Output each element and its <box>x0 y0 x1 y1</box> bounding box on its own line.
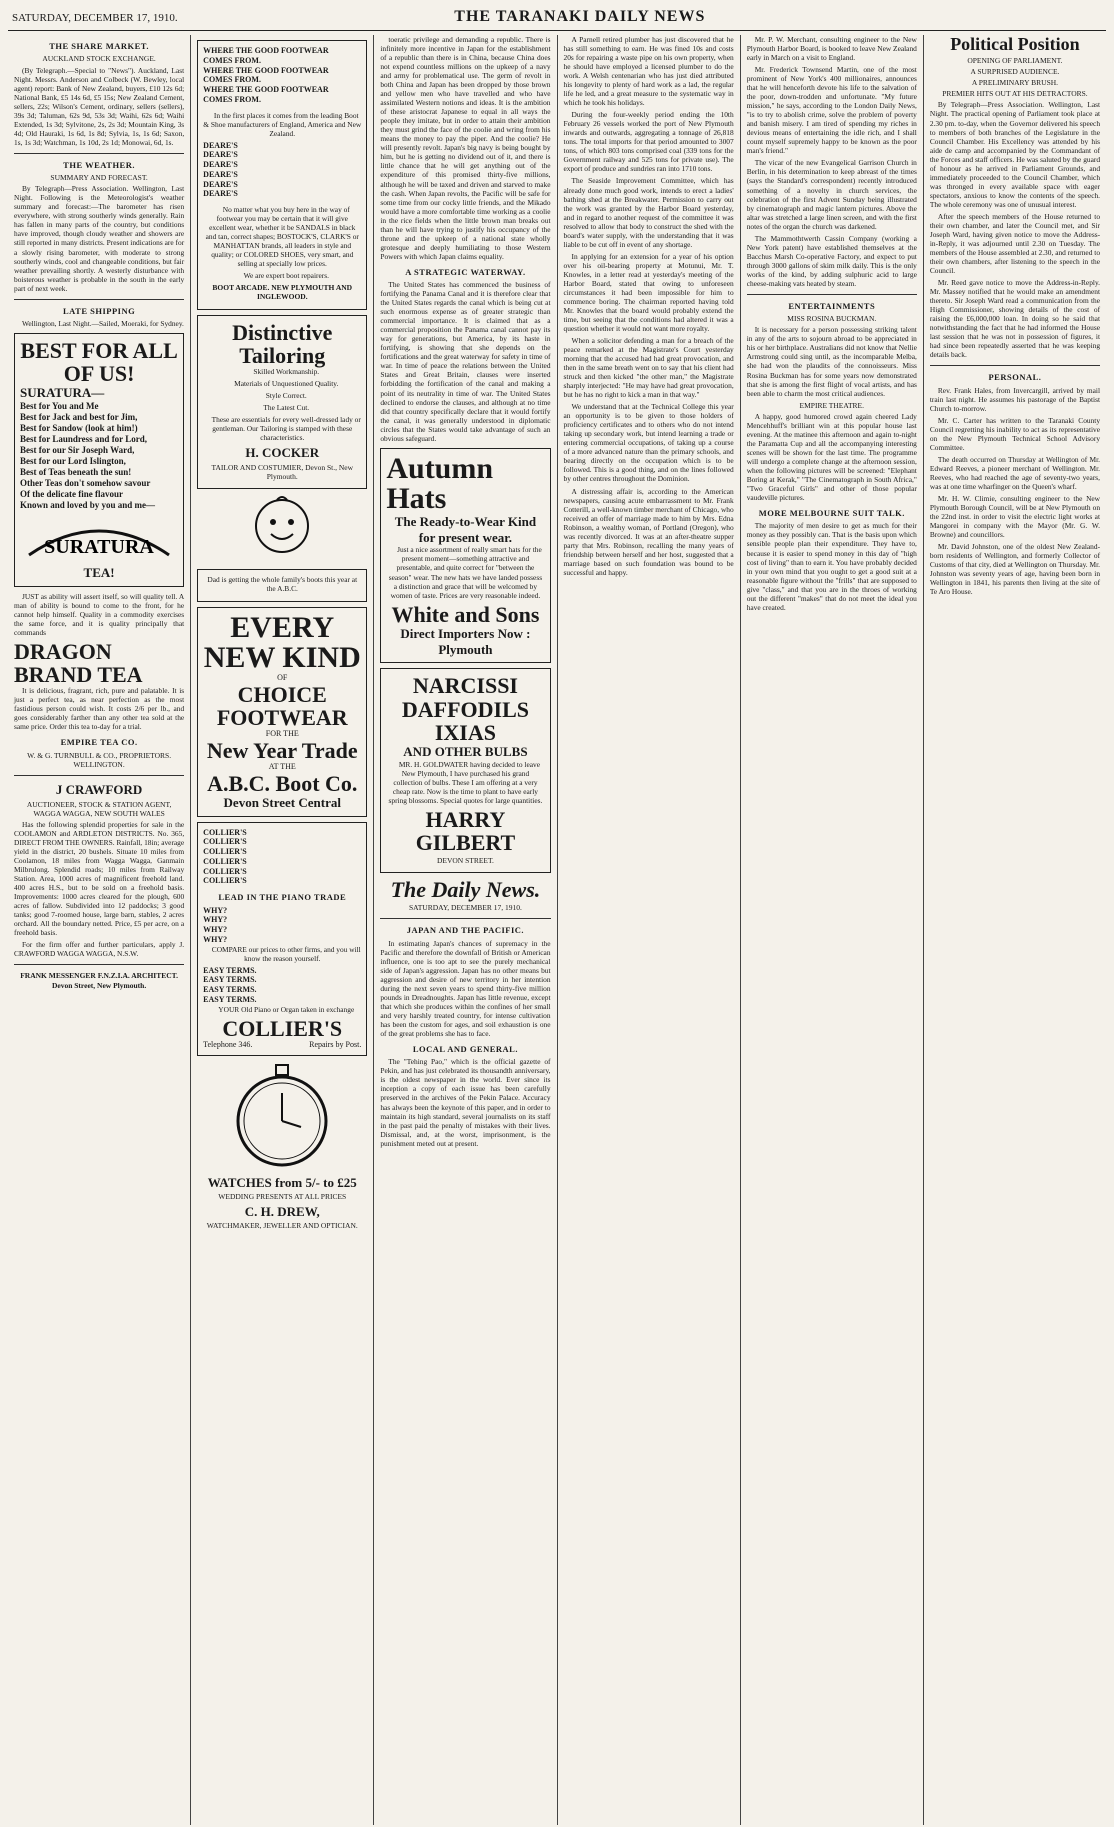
daily-news-nameplate: The Daily News. <box>390 877 541 903</box>
shipping-heading: LATE SHIPPING <box>62 305 136 316</box>
of-label: OF <box>277 673 288 683</box>
cocker-heading: H. COCKER <box>245 445 320 461</box>
footwear-line: WHERE THE GOOD FOOTWEAR <box>203 46 329 55</box>
abc-address: Devon Street Central <box>223 794 341 810</box>
rosina-heading: MISS ROSINA BUCKMAN. <box>787 314 877 324</box>
new-year-trade: New Year Trade <box>206 737 358 763</box>
telephone-number: Telephone 346. <box>203 1039 253 1049</box>
autumn-hats-sub: The Ready-to-Wear Kind for present wear. <box>394 513 537 545</box>
poem-line: Known and loved by you and me— <box>20 499 156 510</box>
empire-tea-sub: W. & G. TURNBULL & CO., PROPRIETORS. WELLINGTON. <box>27 750 172 769</box>
political-subheading: A PRELIMINARY BRUSH. <box>971 78 1059 88</box>
footwear-line: WHERE THE GOOD FOOTWEAR <box>203 65 329 75</box>
poem-line: Best for Sandow (look at him!) <box>20 423 138 434</box>
political-subheading: OPENING OF PARLIAMENT. <box>967 55 1063 65</box>
column-4 <box>558 35 741 1825</box>
crawford-sub: AUCTIONEER, STOCK & STATION AGENT, WAGGA WAGGA, NEW SOUTH WALES <box>26 799 172 818</box>
white-sons-heading: White and Sons <box>391 601 540 627</box>
easy-terms-line: EASY TERMS. <box>203 985 257 995</box>
tailoring-ad <box>197 315 367 490</box>
collier-line: COLLIER'S <box>203 847 247 857</box>
collier-line: COLLIER'S <box>203 856 247 866</box>
weather-subheading: SUMMARY AND FORECAST. <box>50 173 148 183</box>
tailoring-text: These are essentials for every well-dressed lady or gentleman. Our Tailoring is stamped with these characteristics. <box>211 414 361 442</box>
crawford-footer: For the firm offer and further particulars, apply J. CRAWFORD WAGGA WAGGA, N.S.W. <box>14 940 185 959</box>
local-item: A distressing affair is, according to the American newspapers, causing acute embarrassment to Mr. Frank Cotterill, a well-known timber merchant of Chicago, who received an offer of marriage made to him by Mrs. Edna Robinson, a wealthy woman, of Portland (Oregon), who was recently divorced. It was at an after-theatre supper party that Mrs. Robinson, recalling the many years of friendship between herself and her host, suggested that a marriage based on such foundation was bound to be successful and happy. <box>563 486 734 577</box>
cocker-sub: TAILOR AND COSTUMIER, Devon St., New Plymouth. <box>211 462 353 482</box>
pocket-watch-icon <box>227 1061 337 1171</box>
deares-line: DEARE'S <box>203 140 238 150</box>
waterway-text: The United States has commenced the business of fortifying the Panama Canal and it is therefore clear that the United States regards the canal which is being cut at such enormous expense as of greater strategic than commercial importance. It is claimed that as a commercial proposition the Panama canal cannot pay its way for generations, but America, by its haste in fortifying, is showing that she depends on the fortifications and the great waterway for safety in time of war. In time of peace the relations between the United States and Great Britain, clauses were inserted forbidding the fortification of the canal and making a point of its neutrality in time of war. The United States declined to endorse the clauses, and although at no time did that country specifically declare that it would fortify the canal, it was generally understood in diplomatic circles that the States would take advantage of such an obvious safeguard. <box>380 280 551 443</box>
why-line: WHY? <box>203 915 228 925</box>
japan-heading: JAPAN AND THE PACIFIC. <box>406 925 525 936</box>
local-item: Mr. Frederick Townsend Martin, one of the most prominent of New York's 400 millionaires, announces that he will henceforth devote his life to the salvation of the poor, down-trodden and unfortunate. "My future mission," he says, according to the London Daily News, "is to try to abolish crime, solve the problem of poverty and banish misery. I am tired of spending my riches in devious means of entertaining the idle rich, and I shall count myself supremely happy to be known as the poor man's friend." <box>746 65 917 156</box>
local-item: Mr. P. W. Merchant, consulting engineer to the New Plymouth Harbor Board, is booked to leave New Zealand early in March on a visit to England. <box>746 35 917 63</box>
bulbs-ad <box>380 668 550 873</box>
personal-item: Mr. David Johnston, one of the oldest New Zealand-born residents of Wellington, and formerly Collector of Customs of that city, died at Wellington on Thursday. Mr. Johnston was seventy years of age, having been born in Wellington in 1841, his parents then living at the site of Te Aro House. <box>929 542 1101 597</box>
suratura-poem <box>20 401 178 511</box>
column-2 <box>191 35 374 1825</box>
local-heading: LOCAL AND GENERAL. <box>412 1043 518 1054</box>
why-line: WHY? <box>203 905 228 915</box>
political-text: By Telegraph—Press Association. Wellington, Last Night. The practical opening of Parliament took place at 2.30 pm. to-day, when the Governor delivered his speech to members of both branches of the Legislature in the Council Chamber. His Excellency was attended by his aide de camp and accompanied by the Commandant of the Forces and staff officers. He was saluted by the guard of honour as he arrived in Parliament Grounds, and immediately proceeded to the Council Chamber, which was thronged in every available space with eager spectators, anxious to know the contents of the speech. The whole ceremony was one of unusual interest. <box>929 100 1101 209</box>
collier-ad <box>197 822 367 1056</box>
easy-terms-line: EASY TERMS. <box>203 965 257 975</box>
local-item: The Seaside Improvement Committee, which has already done much good work, intends to erect a ladies' bathing shed at the Breakwater. Permission to carry out the work was granted by the Harbor Board yesterday, and in regard to another request of the committee it was resolved to allow that body to construct the shed with the board's water supply, with the understanding that it was liable to be cut off in event of any shortage. <box>563 176 734 249</box>
political-text-2: After the speech members of the House returned to their own chamber, and later the Council met, and Sir Joseph Ward, having given notice to move the Address-in-Reply, it was adjourned until 2.30 on Tuesday. The members of the House assembled at 2.30, and returned to their own chambers, after listening to the speech in the Council. <box>929 211 1101 276</box>
suit-talk-heading: MORE MELBOURNE SUIT TALK. <box>758 508 905 519</box>
easy-terms-line: EASY TERMS. <box>203 994 257 1004</box>
footwear-text: In the first places it comes from the leading Boot & Shoe manufacturers of England, America and New Zealand. <box>203 110 362 138</box>
abc-boot-co: A.B.C. Boot Co. <box>207 770 358 796</box>
compare-text: COMPARE our prices to other firms, and you will know the reason yourself. <box>211 944 361 963</box>
footwear-ad <box>197 40 367 310</box>
drew-heading: C. H. DREW, <box>244 1203 320 1219</box>
for-the-label: FOR THE <box>265 729 299 739</box>
why-line: WHY? <box>203 934 228 944</box>
gilbert-heading: HARRY GILBERT <box>415 806 516 855</box>
newspaper-title: THE TARANAKI DAILY NEWS <box>454 8 706 25</box>
daily-news-date: SATURDAY, DECEMBER 17, 1910. <box>408 903 522 913</box>
local-item: During the four-weekly period ending the 10th February 26 vessels worked the port of New Plymouth inwards and outwards, aggregating a tonnage of 26,818 tons. The total imports for that period amounted to 3007 tons, of which 803 tons comprised coal (339 tons for the Government railway and 525 tons for private use). The export of produce and sundries ran into 1710 tons. <box>563 110 734 174</box>
deares-line: DEARE'S <box>203 179 238 189</box>
share-market-text: (By Telegraph.—Special to "News"). Auckland, Last Night. Messrs. Anderson and Colbeck (W. Bewley, local agent) report: Bank of New Zealand, buyers, £10 12s 6d; National Bank, £5 14s 6d, £5 15s; New Zealand Cement, sellers, 22s; Wilson's Cement, ordinary, sellers (sellers), 39s 3d; Taluman, 62s 9d, 53s 3d; Waihi, 62s 6d; Waihi Extended, 1s 3d; Sylvitone, 2s, 2s 3d; Mountain King, 3s 4d; Old Hauraki, 1s 6d, 1s 8d; Sylvia, 1s, 1s 6d; Saxon, 1s, 1s 3d; Watchman, 1s 10d, 2s 1d; Monowai, 6d, 1s. <box>14 65 185 147</box>
local-item: We understand that at the Technical College this year an opportunity is to be given to those holders of proficiency certificates and to others who do not intend taking up secondary work, but intend learning a trade or entering commercial occupations, of taking up a course of a more advanced nature than the primary schools, and bearing directly on the occupation which is to be followed. This is a good thing, and on the lines followed by other centres throughout the Dominion. <box>563 402 734 484</box>
repairs-note: Repairs by Post. <box>309 1039 362 1049</box>
crawford-heading: J CRAWFORD <box>55 781 143 797</box>
autumn-hats-heading: Autumn Hats <box>386 451 494 515</box>
suratura-tea: TEA! <box>83 564 115 580</box>
masthead <box>8 6 1106 31</box>
deares-line: DEARE'S <box>203 160 238 170</box>
poem-line: Best of Teas beneath the sun! <box>20 466 132 477</box>
easy-terms-line: EASY TERMS. <box>203 975 257 985</box>
shipping-text: Wellington, Last Night.—Sailed, Moeraki, for Sydney. <box>22 319 184 329</box>
abc-boot-ad <box>197 607 367 816</box>
autumn-hats-ad <box>380 448 550 664</box>
japan-text: In estimating Japan's chances of supremacy in the Pacific and therefore the downfall of British or American influence, one is too apt to see the purely mechanical side of Japan's aggression. Japan has no other means but aggression and desire of new territory in her intention during the next seven years to spend thirty-five million pounds in Dreadnoughts. Japan has little revenue, except that which she produces within the confines of her small and very harshly treated country, for intense cultivation has been the custom for ages, and soil exhaustion is one of the great problems she has to face. <box>380 938 551 1038</box>
footwear-line: COMES FROM. <box>203 94 261 104</box>
rosina-text: It is necessary for a person possessing striking talent in any of the arts to sojourn abroad to be appreciated in his or her birthplace. Australians did not know that Nellie Armstrong could sing until, as the incomparable Melba, she had won the plaudits of the connoisseurs. Miss Rosina Buckman has for some years now demonstrated that she is among the first flight of vocal artists, and has been able to charm the most critical audiences. <box>746 325 917 398</box>
crawford-text: Has the following splendid properties for sale in the COOLAMON and ARDLETON DISTRICTS. No. 365, DIRECT FROM THE OWNERS. Rainfall, 18in; average yield in the district, 20 bushels. Situate 10 miles from Coolamon, 18 miles from Wagga Wagga, Ganmain Milbrulong. Splendid roads; 10 miles from Railway Station. Area, 1000 acres of magnificent freehold land. 400 acres H.S., but to be sold on a freehold basis. Improvements: 1000 acres cleared for the plough, 600 acres of fallow. Subdivided into 12 paddocks; 3 good tanks; good 7-roomed house, large barn, stables, 2 acres orchard. All the boundary netted. Price, £5 per acre, on a freehold basis. <box>14 819 185 938</box>
share-market-subheading: AUCKLAND STOCK EXCHANGE. <box>42 54 156 64</box>
poem-line: Best for You and Me <box>20 401 99 412</box>
bulb-name: DAFFODILS <box>401 696 529 722</box>
bulb-name: NARCISSI <box>412 673 518 699</box>
tailoring-line: Skilled Workmanship. <box>253 366 320 376</box>
suratura-brand: SURATURA— <box>20 385 105 401</box>
article-continued: toeratic privilege and demanding a republic. There is infinitely more incentive in Japan for the establishment of a republic than there is in China, because China does not expend countless millions on the upkeep of a navy and army for problematical use. The germ of revolt in both China and Japan has been dropped by those brown and yellow men who have travelled and who have assimilated Western notions and ideas. It is the ambition of these aristocrat Japanese to equal in all ways the people they imitate, but in order to attain their ambition they must grind the face of the coolie and wring from his means the money to pay the piper. And the coolie? He will presently revolt. Japan's big navy is being bought by him, but he is getting no dividend out of it, and there is little chance that he will get anything out of the expenditure of this promised thirty-five millions, although he will be taxed and driven and starved to make the cash. When Japan revolts, the Pacific will be safe for some time from our cocky little friends, and the Mikado would have a more comfortable time working as a coolie in the rice fields when the little brown man breaks out than he will have trying to justify his occupancy of the throne and the upkeep of a national state wholly grotesque and deeply humiliating to those Western Powers with which Japan claims equality. <box>380 35 551 261</box>
white-sons-sub: Direct Importers Now : Plymouth <box>400 625 531 657</box>
goldwater-text: MR. H. GOLDWATER having decided to leave New Plymouth, I have purchased his grand collection of bulbs. These I am offering at a very cheap rate. Now is the time to plant to have early spring blossoms. Special quotes for large quantities. <box>388 759 543 805</box>
poem-line: Best for our Lord Islington, <box>20 455 126 466</box>
column-1 <box>8 35 191 1825</box>
deares-line: DEARE'S <box>203 189 238 199</box>
local-item: When a solicitor defending a man for a breach of the peace remarked at the Magistrate's Court yesterday morning that the accused had had great provocation, and then in the same breath went on to say that his client had struck and then kicked "the other man," the Magistrate sharply interjected: "He may have had great provocation, but he has no right to kick a man in that way." <box>563 336 734 400</box>
autumn-hats-text: Just a nice assortment of really smart hats for the present moment—something attractive and presentable, and quite correct for "between the season" wear. The new hats we have landed possess a distinction and grace that will be welcomed by women of taste. Prices are very reasonable indeed. <box>388 545 543 600</box>
local-item: The Mammothtwerth Cassin Company (working a New York patent) have established themselves at the Bacchus Marsh Co-operative Factory, and expect to put through 3000 gallons of skim milk daily. This is the only works of the kind, by adding sulphuric acid to large cheese-making vats heated by steam. <box>746 233 917 288</box>
share-market-heading: THE SHARE MARKET. <box>49 41 149 51</box>
column-3 <box>374 35 557 1825</box>
poem-line: Best for Jack and best for Jim, <box>20 412 138 423</box>
poem-line: Best for our Sir Joseph Ward, <box>20 444 135 455</box>
deares-line: DEARE'S <box>203 150 238 160</box>
why-line: WHY? <box>203 925 228 935</box>
tailoring-line: Materials of Unquestioned Quality. <box>234 378 339 388</box>
weather-heading: THE WEATHER. <box>63 159 135 170</box>
footwear-text-2: No matter what you buy here in the way of footwear you may be certain that it will give excellent wear, whether it be SANDALS in black and tan, correct shapes; BOSTOCK'S, CLARK'S or MANHATTAN brands, all leaders in style and quality; or COLORED SHOES, very smart, and selling at specially low prices. <box>205 205 359 269</box>
choice-footwear: CHOICE FOOTWEAR <box>216 681 348 731</box>
dragon-intro: JUST as ability will assert itself, so will quality tell. A man of ability is bound to come to the front, for he cannot help himself. Quality in a commodity exercises the same force, and it is quality principally that commands <box>14 591 185 637</box>
waterway-heading: A STRATEGIC WATERWAY. <box>405 266 526 277</box>
tailoring-line: The Latest Cut. <box>263 402 310 412</box>
dad-text: Dad is getting the whole family's boots this year at the A.B.C. <box>207 575 358 594</box>
piano-heading: LEAD IN THE PIANO TRADE <box>218 892 347 903</box>
poem-line: Other Teas don't somehow savour <box>20 477 151 488</box>
tailoring-heading: Distinctive Tailoring <box>232 319 333 368</box>
collier-line: COLLIER'S <box>203 866 247 876</box>
suratura-logo-text: SURATURA <box>44 535 154 558</box>
dad-box <box>197 569 367 602</box>
political-text-3: Mr. Reed gave notice to move the Address-in-Reply. Mr. Massey notified that he would make an amendment thereto. Sir Joseph Ward read a communication from the High Commissioner, showing details of the cost of raising the £6,000,000 loan. In doing so he said that notwithstanding the fact that he had informed the House last session that he was not in possession of figures, it had since been repeatedly asserted that he was keeping details back. <box>929 278 1101 360</box>
political-subheading: A SURPRISED AUDIENCE. <box>970 67 1060 77</box>
personal-item: Mr. C. Carter has written to the Taranaki County Council regretting his inability to act as its representative on the New Plymouth Technical School Advisory Committee. <box>929 415 1101 452</box>
local-item: The vicar of the new Evangelical Garrison Church in Berlin, in his determination to keep abreast of the times (says the Standard's correspondent) recently introduced something of a novelty in church services, the celebration of the first Advent Sunday being illustrated by cinematograph and magic lantern pictures. Above the altar was stretched a large linen screen, and with the first notes of the organ the church was darkened. <box>746 158 917 231</box>
dragon-text: It is delicious, fragrant, rich, pure and palatable. It is just a perfect tea, as near perfection as the most fastidious person could wish. It costs 2/6 per lb., and goes considerably farther than any other tea sold at the same price. Order this tea to-day for a trial. <box>14 685 185 732</box>
suratura-ad <box>14 333 184 587</box>
issue-date: SATURDAY, DECEMBER 17, 1910. <box>12 12 178 24</box>
local-text: The "Tehing Pao," which is the official gazette of Pekin, and has just celebrated its thousandth anniversary, is the oldest newspaper in the world. Ever since its inception a copy of each issue has been carefully preserved in the archives of the Pekin Palace. Accuracy has always been the keynote of this paper, and in order to maintain its high standard, several journalists on its staff in the past paid the penalty of mistakes with their lives. Dismissal, and, at the worst, imprisonment, is the punishment meted out at present. <box>380 1057 551 1148</box>
personal-item: The death occurred on Thursday at Wellington of Mr. Edward Reeves, a pioneer merchant of Wellington. Mr. Reeves, who had reached the age of seventy-two years, was at one time wharfinger on the Queen's wharf. <box>929 454 1101 491</box>
poem-line: Best for Laundress and for Lord, <box>20 434 148 444</box>
gilbert-sub: DEVON STREET. <box>436 855 494 865</box>
suit-talk-text: The majority of men desire to get as much for their money as they possibly can. That is the basis upon which sensible people plan their expenditure. They have to, because it is easier to spend money in this day of "high cost of living" than to earn it. You have probably decided in your own mind that you ought to get a good suit at a reasonable figure without the "frills" that are supposed to give "class," and that you are in the throes of working out the different "makes" that do not meet the ideal you have created. <box>746 521 917 612</box>
political-heading: Political Position <box>950 35 1080 54</box>
tailoring-line: Style Correct. <box>265 390 307 400</box>
column-5 <box>741 35 924 1825</box>
boot-arcade: BOOT ARCADE. NEW PLYMOUTH AND INGLEWOOD. <box>212 283 353 302</box>
empire-tea-heading: EMPIRE TEA CO. <box>60 737 138 748</box>
deares-line: DEARE'S <box>203 169 238 179</box>
personal-heading: PERSONAL. <box>988 372 1042 383</box>
watches-heading: WATCHES from 5/- to £25 <box>207 1174 357 1190</box>
local-item: In applying for an extension for a year of his option over his oil-bearing property at Motunui, Mr. T. Knowles, in a letter read at yesterday's meeting of the Harbor Board, stated that owing to unforeseen circumstances it had been impossible for him to commence boring. The chairman reported having told Mr. Knowles that the board would probably extend the time, but seeing that the conditions had altered it was a question whether it would not want more royalty. <box>563 251 734 333</box>
other-bulbs: AND OTHER BULBS <box>403 743 528 759</box>
footwear-line: COMES FROM. <box>203 75 261 85</box>
dragon-brand-heading: DRAGON BRAND TEA <box>14 638 143 687</box>
bulb-name: IXIAS <box>434 719 496 745</box>
empire-theatre-heading: EMPIRE THEATRE. <box>799 400 864 410</box>
collier-heading: COLLIER'S <box>222 1015 343 1041</box>
footwear-text-3: We are expert boot repairers. <box>243 271 329 281</box>
messenger-ad: FRANK MESSENGER F.N.Z.I.A. ARCHITECT. Devon Street, New Plymouth. <box>20 971 178 990</box>
watches-sub: WEDDING PRESENTS AT ALL PRICES <box>218 1192 347 1202</box>
personal-item: Mr. H. W. Climie, consulting engineer to the New Plymouth Borough Council, will be at New Plymouth on the 22nd inst. in order to visit the electric light works at Mangorei in company with the Mayor (Mr. G. W. Browne) and councillors. <box>929 494 1101 540</box>
poem-line: Of the delicate fine flavour <box>20 488 123 499</box>
empire-theatre-text: A happy, good humored crowd again cheered Lady Mencehhuff's brilliant win at this popular house last evening. At the matinee this afternoon and again to-night the Paramatta Cup and all the accompanying interesting scenes will be shown for the last time. The programme will undergo a complete change at the afternoon session, when the following pictures will be screened: "Elephant Boring at Kerak," "The Cinematograph in South Africa," "Two Graceful Girls" and other of those popular vaudeville pictures. <box>746 411 917 503</box>
political-subheading: PREMIER HITS OUT AT HIS DETRACTORS. <box>942 89 1088 99</box>
footwear-line: WHERE THE GOOD FOOTWEAR <box>203 85 329 94</box>
suratura-headline: BEST FOR ALL OF US! <box>20 338 178 387</box>
collier-line: COLLIER'S <box>203 827 247 837</box>
collier-line: COLLIER'S <box>203 837 247 847</box>
personal-item: Rev. Frank Hales, from Invercargill, arrived by mail train last night. He assumes his pastorage of the Baptist Church to-morrow. <box>929 385 1101 413</box>
drew-sub: WATCHMAKER, JEWELLER AND OPTICIAN. <box>206 1221 358 1231</box>
organ-text: YOUR Old Piano or Organ taken in exchange <box>218 1004 355 1014</box>
every-new-kind: EVERY NEW KIND <box>203 611 361 675</box>
baby-illustration <box>227 494 337 564</box>
column-6 <box>924 35 1106 1825</box>
at-the-label: AT THE <box>268 762 296 772</box>
suratura-logo <box>24 515 174 561</box>
entertainments-heading: ENTERTAINMENTS <box>788 300 876 311</box>
collier-line: COLLIER'S <box>203 876 247 886</box>
footwear-line: COMES FROM. <box>203 55 261 65</box>
local-item: A Parnell retired plumber has just discovered that he has still something to earn. He was fined 10s and costs 20s for repairing a waste pipe on his own property, when he should have employed a licensed plumber to do the work. A Welsh centenarian who has just died attributed his longevity to plenty of hard work as a lad, the regular life he led, and a great measure to the systematic way in which he took his holidays. <box>563 35 734 108</box>
weather-text: By Telegraph—Press Association. Wellington, Last Night. Following is the Meteorologist's weather summary and forecast:—The barometer has risen everywhere, with strong southerly winds generally. Rain has fallen in many parts of the country, but conditions have improved, though cloudy weather and showers are still reported in many districts. Present indications are for a slowly rising barometer, with moderate to strong southerly winds, cool and changeable conditions, but fair weather prevailing shortly. A westerly disturbance with boisterous weather is probable in the south in the early part of next week. <box>14 184 185 293</box>
